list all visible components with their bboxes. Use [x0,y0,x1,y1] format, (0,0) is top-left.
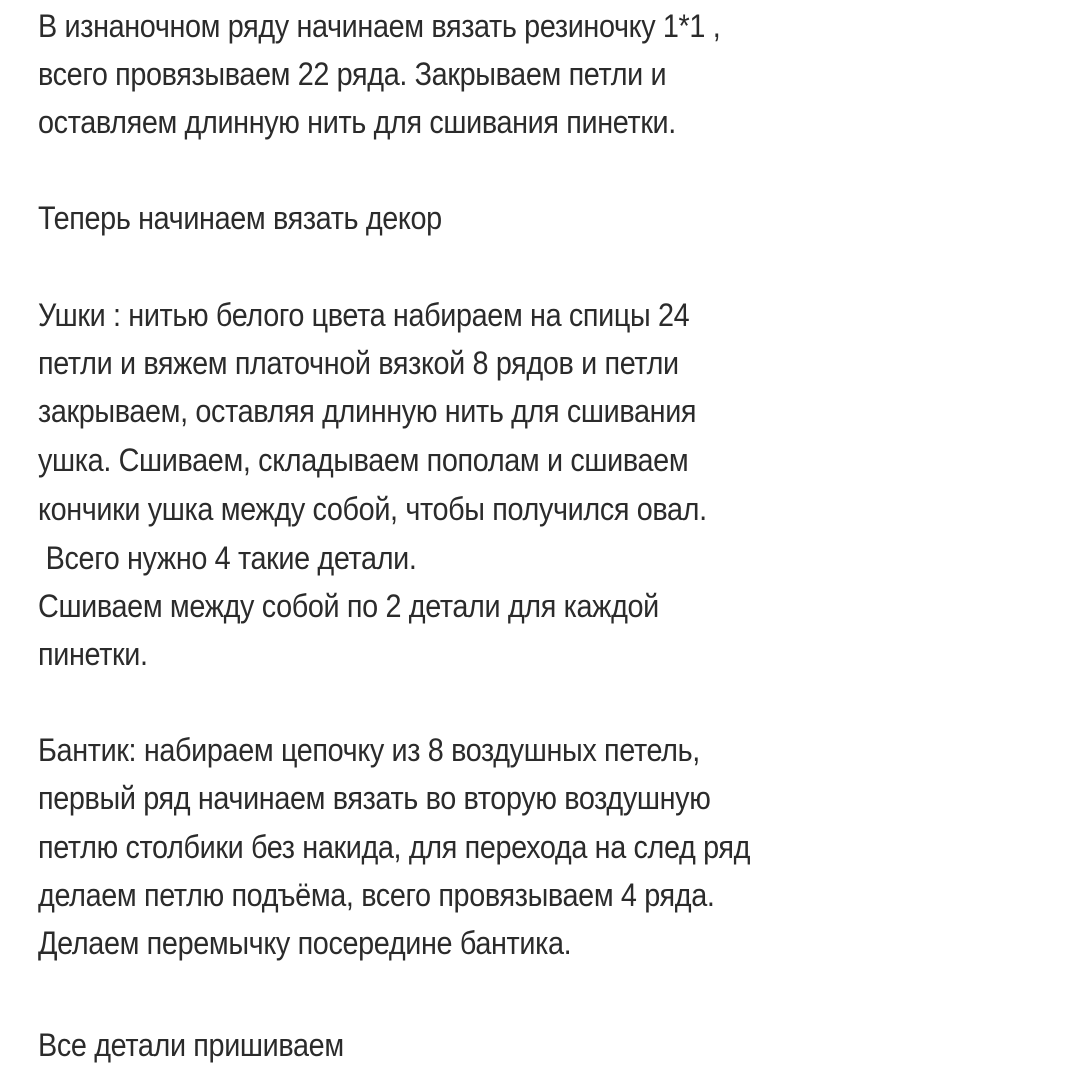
text-line: петли и вяжем платочной вязкой 8 рядов и петли [38,345,679,381]
text-line: В изнаночном ряду начинаем вязать резиночку 1*1 , [38,8,721,44]
text-line: закрываем, оставляя длинную нить для сшивания [38,393,697,429]
text-line: Ушки : нитью белого цвета набираем на спицы 24 [38,297,690,333]
section-heading-decor: Теперь начинаем вязать декор [38,200,442,236]
text-line: всего провязываем 22 ряда. Закрываем петли и [38,56,667,92]
text-line: ушка. Сшиваем, складываем пополам и сшиваем [38,442,689,478]
text-line: пинетки. [38,636,148,672]
text-line: оставляем длинную нить для сшивания пинетки. [38,104,676,140]
text-line: Все детали пришиваем [38,1027,344,1063]
text-line: Бантик: набираем цепочку из 8 воздушных петель, [38,732,700,768]
text-line: Сшиваем между собой по 2 детали для каждой [38,588,659,624]
text-line: Всего нужно 4 такие детали. [38,540,417,576]
text-line: Делаем перемычку посередине бантика. [38,925,572,961]
text-line: кончики ушка между собой, чтобы получился овал. [38,491,707,527]
text-line: петлю столбики без накида, для перехода на след ряд [38,829,751,865]
text-line: первый ряд начинаем вязать во вторую воздушную [38,780,711,816]
text-line: делаем петлю подъёма, всего провязываем 4 ряда. [38,877,715,913]
